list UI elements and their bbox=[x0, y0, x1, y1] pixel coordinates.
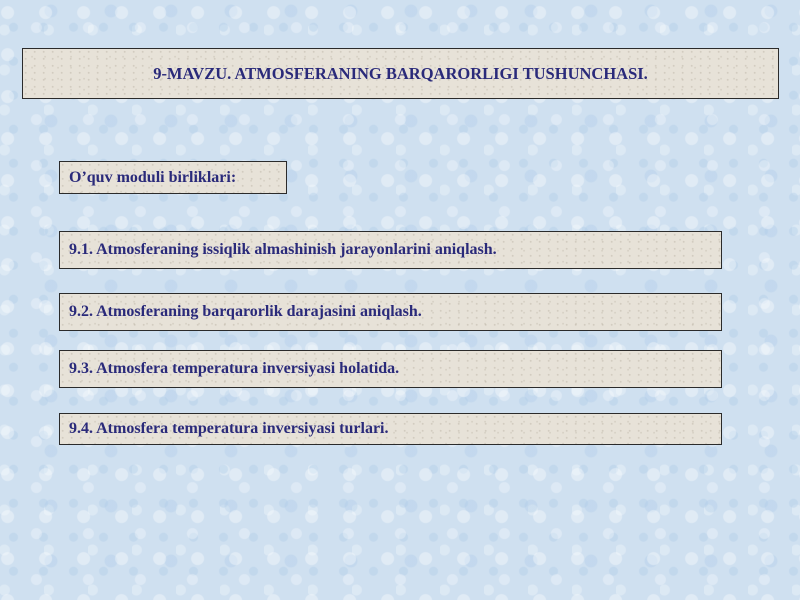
modules-heading bbox=[59, 161, 287, 194]
module-item-label: 9.1. Atmosferaning issiqlik almashinish jarayonlarini aniqlash. bbox=[69, 241, 497, 258]
module-item-label: 9.4. Atmosfera temperatura inversiyasi turlari. bbox=[69, 420, 389, 437]
module-item-9-2 bbox=[59, 293, 722, 331]
module-item-9-3 bbox=[59, 350, 722, 388]
slide-title-text: 9-MAVZU. ATMOSFERANING BARQARORLIGI TUSHUNCHASI. bbox=[153, 63, 648, 83]
modules-heading-text: O’quv moduli birliklari: bbox=[69, 168, 237, 186]
slide-title bbox=[22, 48, 779, 99]
module-item-9-4 bbox=[59, 413, 722, 445]
module-item-label: 9.2. Atmosferaning barqarorlik darajasini aniqlash. bbox=[69, 303, 422, 320]
module-item-9-1 bbox=[59, 231, 722, 269]
module-item-label: 9.3. Atmosfera temperatura inversiyasi holatida. bbox=[69, 360, 400, 377]
